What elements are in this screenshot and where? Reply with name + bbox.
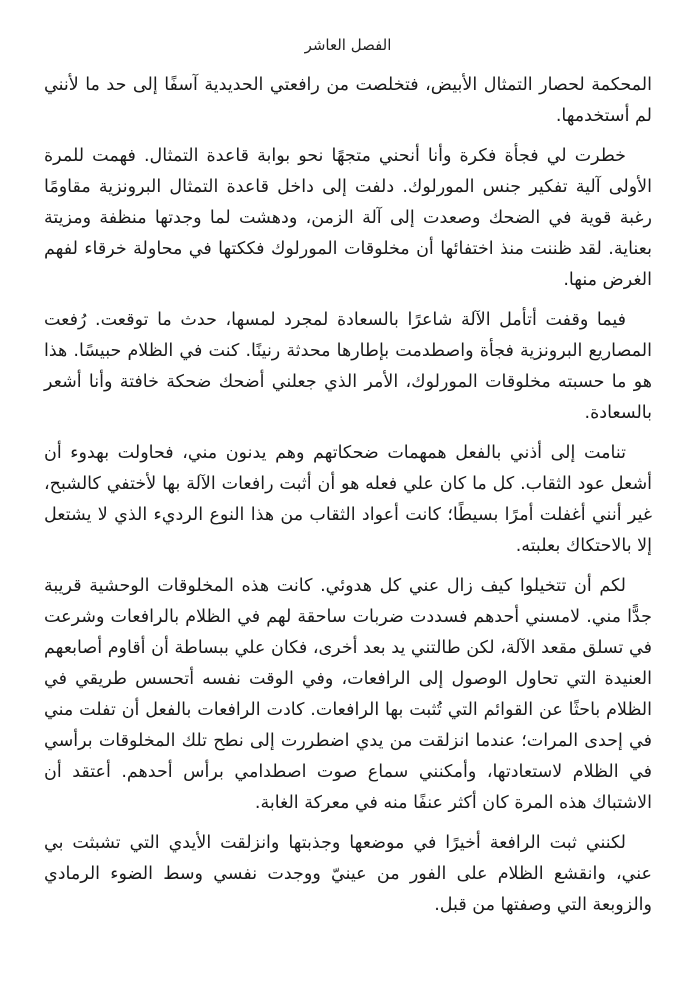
paragraph: لكم أن تتخيلوا كيف زال عني كل هدوئي. كانت هذه المخلوقات الوحشية قريبة جدًّا مني. لامسني أحدهم فسددت ضربات ساحقة لهم في الظلام بالرافعات وشرعت في تسلق مقعد الآلة، لكن طالتني يد بعد أخرى، فكان علي ببساطة أن أقاوم أصابعهم العنيدة التي تحاول الوصول إلى الرافعات، وفي الوقت نفسه أتحسس طريقي في الظلام باحثًا عن القوائم التي تُثبت بها الرافعات. كادت الرافعات بالفعل أن تفلت مني في إحدى المرات؛ عندما انزلقت من يدي اضطررت إلى نطح تلك المخلوقات برأسي في الظلام لاستعادتها، وأمكنني سماع صوت اصطدامي برأس أحدهم. أعتقد أن الاشتباك هذه المرة كان أكثر عنفًا منه في معركة الغابة. [44,576,652,813]
paragraph: خطرت لي فجأة فكرة وأنا أنحني متجهًا نحو بوابة قاعدة التمثال. فهمت للمرة الأولى آلية تفكير جنس المورلوك. دلفت إلى داخل قاعدة التمثال البرونزية مقاومًا رغبة قوية في الضحك وصعدت إلى آلة الزمن، ودهشت لما وجدتها منظفة ومزيتة بعناية. لقد ظننت منذ اختفائها أن مخلوقات المورلوك فككتها في محاولة خرقاء لفهم الغرض منها. [44,146,652,290]
paragraph: فيما وقفت أتأمل الآلة شاعرًا بالسعادة لمجرد لمسها، حدث ما توقعت. رُفعت المصاريع البرونزية فجأة واصطدمت بإطارها محدثة رنينًا. كنت في الظلام حبيسًا. هذا هو ما حسبته مخلوقات المورلوك، الأمر الذي جعلني أضحك ضحكة خافتة وأنا أشعر بالسعادة. [44,310,652,423]
body-text [44,70,652,921]
paragraph: المحكمة لحصار التمثال الأبيض، فتخلصت من رافعتي الحديدية آسفًا إلى حد ما لأنني لم أستخدمها. [44,75,652,126]
paragraph: لكنني ثبت الرافعة أخيرًا في موضعها وجذبتها وانزلقت الأيدي التي تشبثت بي عني، وانقشع الظلام على الفور من عينيّ ووجدت نفسي وسط الضوء الرمادي والزوبعة التي وصفتها من قبل. [44,833,652,915]
paragraph: تنامت إلى أذني بالفعل همهمات ضحكاتهم وهم يدنون مني، فحاولت بهدوء أن أشعل عود الثقاب. كل ما كان علي فعله هو أن أثبت رافعات الآلة بها لأختفي كالشبح، غير أنني أغفلت أمرًا بسيطًا؛ كانت أعواد الثقاب من هذا النوع الرديء الذي لا يشتعل إلا بالاحتكاك بعلبته. [44,443,652,556]
chapter-title-header: الفصل العاشر [304,36,392,54]
